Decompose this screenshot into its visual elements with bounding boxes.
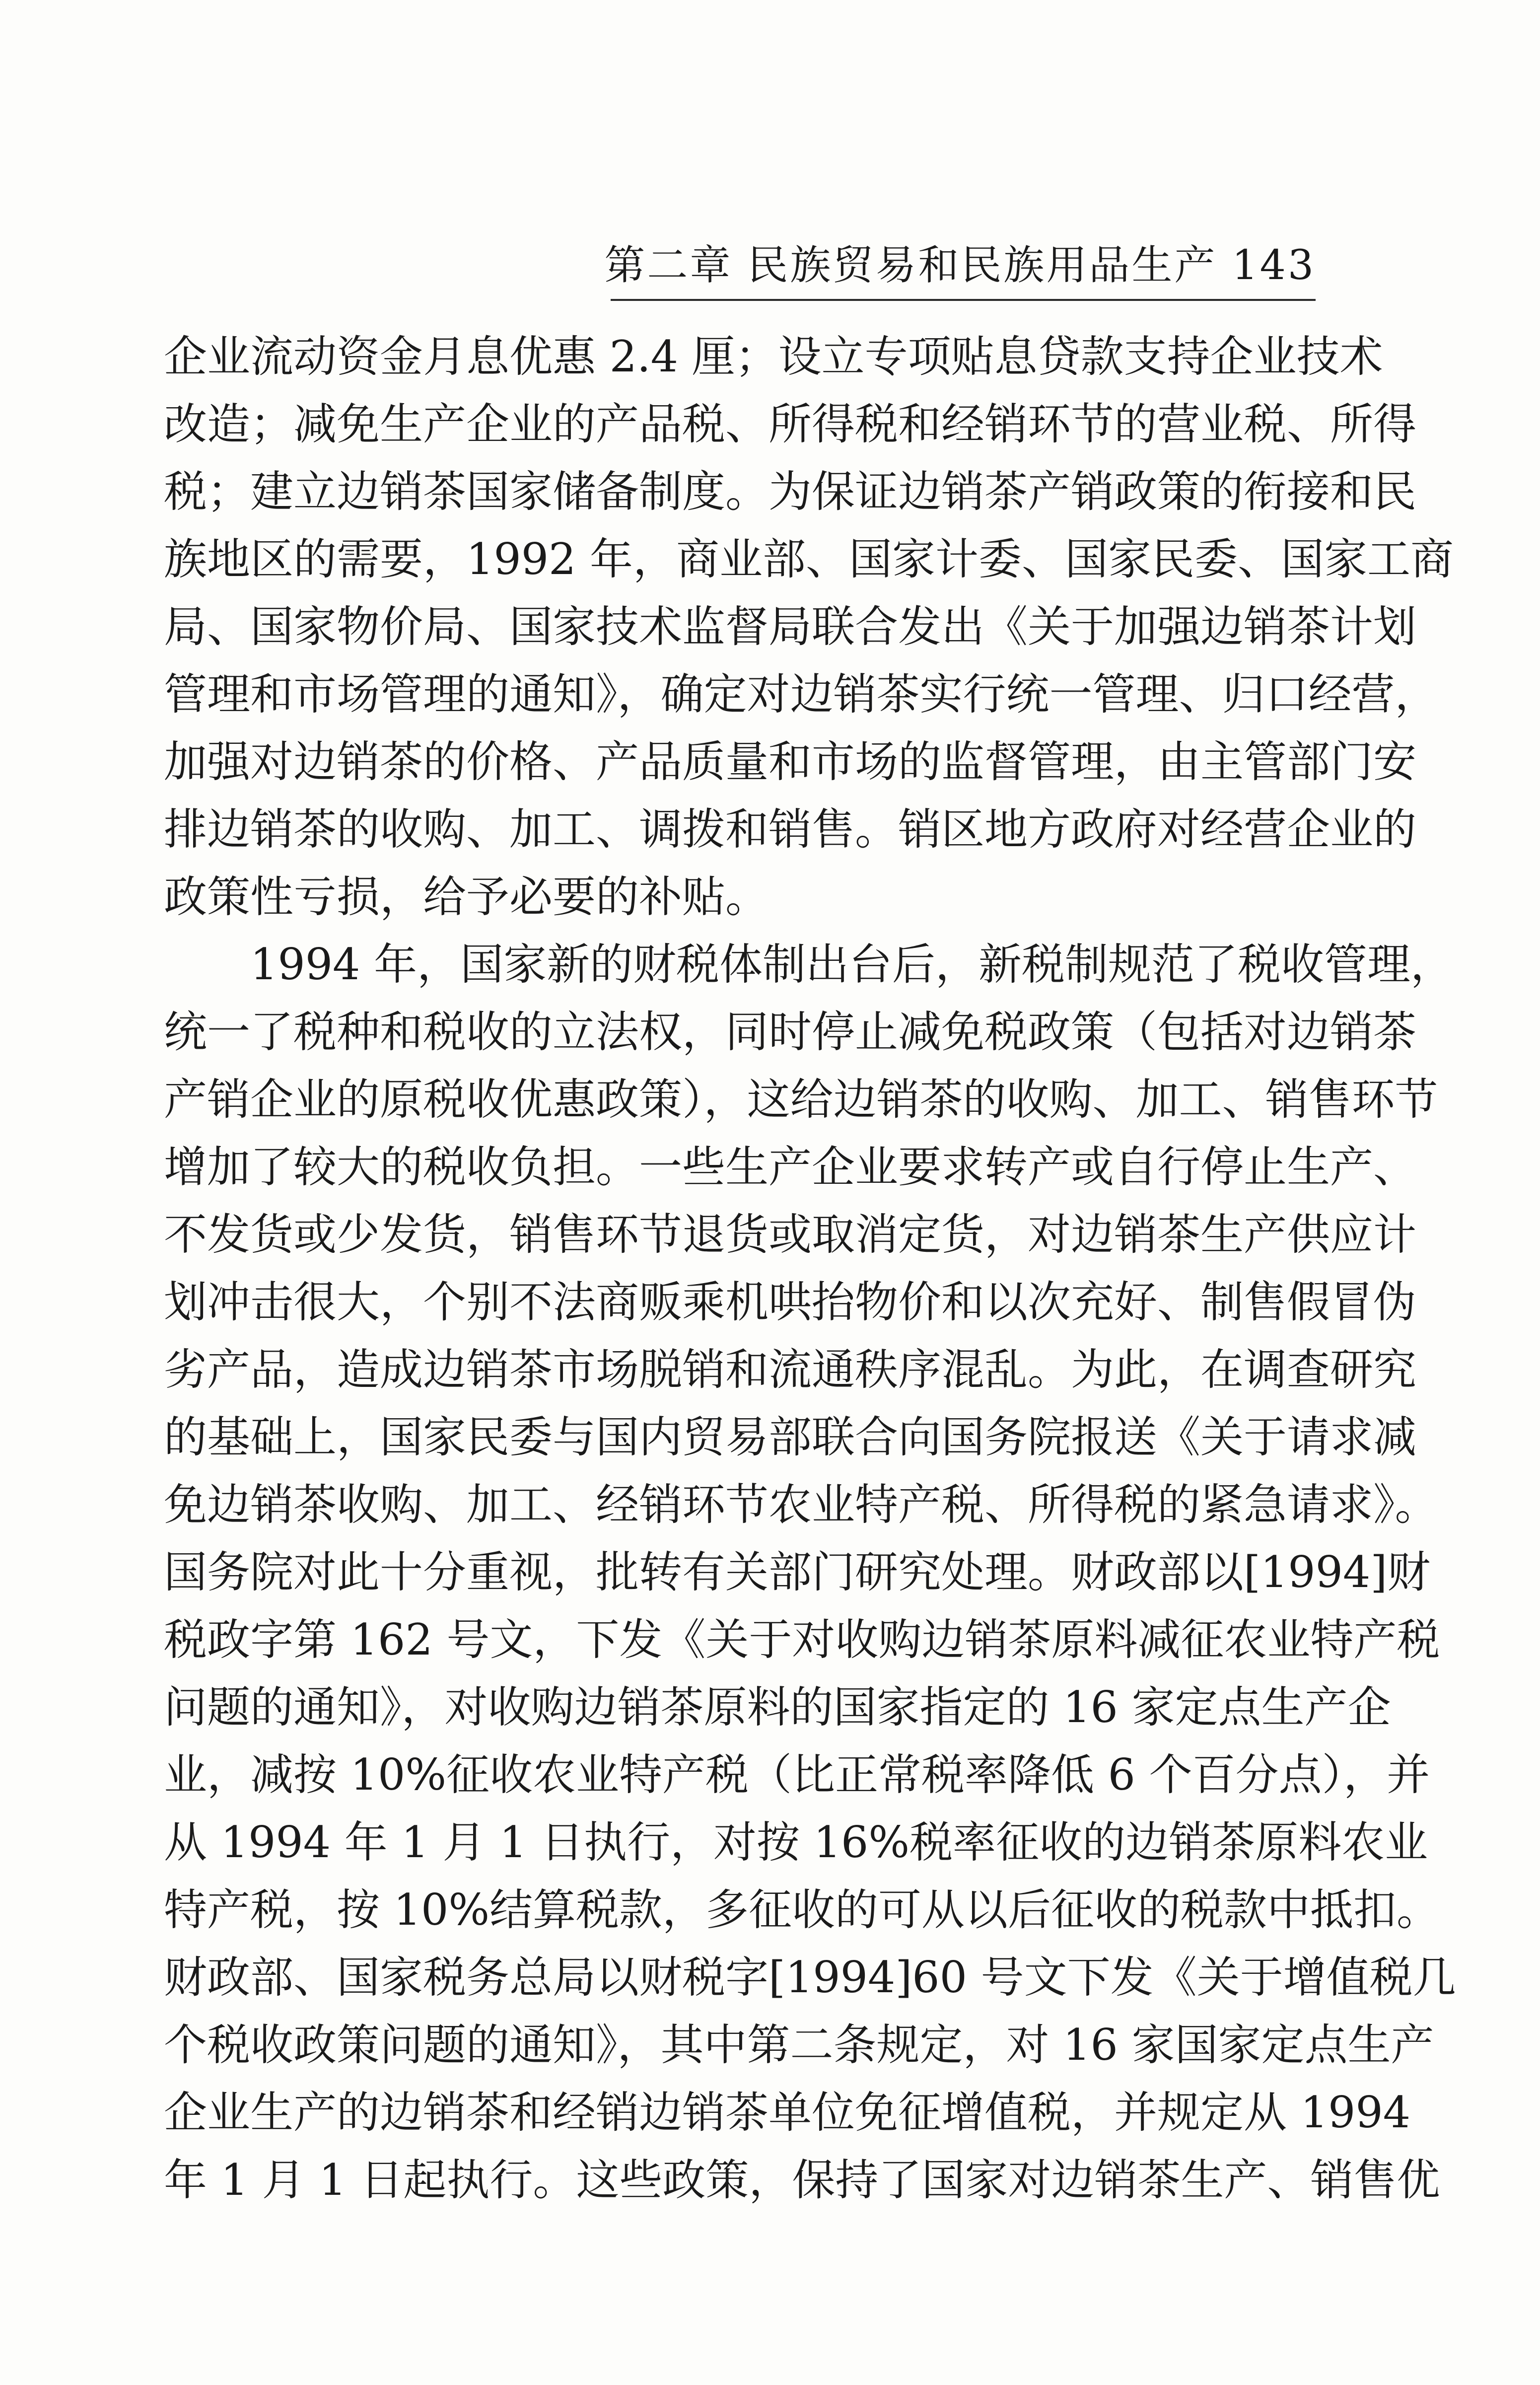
text-line: 划冲击很大，个别不法商贩乘机哄抬物价和以次充好、制售假冒伪 bbox=[164, 1277, 1416, 1327]
text-line: 产销企业的原税收优惠政策），这给边销茶的收购、加工、销售环节 bbox=[164, 1074, 1438, 1125]
text-line: 免边销茶收购、加工、经销环节农业特产税、所得税的紧急请求》。 bbox=[164, 1479, 1438, 1530]
text-line: 个税收政策问题的通知》，其中第二条规定，对 16 家国家定点生产 bbox=[164, 2020, 1434, 2070]
paragraph-2 bbox=[164, 931, 1456, 2214]
text-line: 年 1 月 1 日起执行。这些政策，保持了国家对边销茶生产、销售优 bbox=[164, 2155, 1440, 2205]
text-line: 国务院对此十分重视，批转有关部门研究处理。财政部以[1994]财 bbox=[164, 1547, 1431, 1597]
text-line: 族地区的需要，1992 年，商业部、国家计委、国家民委、国家工商 bbox=[164, 534, 1454, 584]
text-line: 统一了税种和税收的立法权，同时停止减免税政策（包括对边销茶 bbox=[164, 1007, 1416, 1057]
text-line: 的基础上，国家民委与国内贸易部联合向国务院报送《关于请求减 bbox=[164, 1412, 1416, 1462]
text-line: 企业流动资金月息优惠 2.4 厘；设立专项贴息贷款支持企业技术 bbox=[164, 331, 1383, 382]
text-line: 特产税，按 10%结算税款，多征收的可从以后征收的税款中抵扣。 bbox=[164, 1884, 1440, 1935]
text-line: 管理和市场管理的通知》，确定对边销茶实行统一管理、归口经营， bbox=[164, 669, 1438, 720]
text-line: 改造；减免生产企业的产品税、所得税和经销环节的营业税、所得 bbox=[164, 399, 1416, 449]
text-line: 劣产品，造成边销茶市场脱销和流通秩序混乱。为此，在调查研究 bbox=[164, 1344, 1416, 1395]
text-line: 问题的通知》，对收购边销茶原料的国家指定的 16 家定点生产企 bbox=[164, 1682, 1391, 1733]
text-line: 增加了较大的税收负担。一些生产企业要求转产或自行停止生产、 bbox=[164, 1142, 1416, 1192]
text-line: 税；建立边销茶国家储备制度。为保证边销茶产销政策的衔接和民 bbox=[164, 466, 1416, 517]
text-line: 财政部、国家税务总局以财税字[1994]60 号文下发《关于增值税几 bbox=[164, 1952, 1456, 2003]
running-header-title: 第二章 民族贸易和民族用品生产 143 bbox=[604, 242, 1316, 289]
header-rule bbox=[611, 299, 1316, 301]
text-line: 从 1994 年 1 月 1 日执行，对按 16%税率征收的边销茶原料农业 bbox=[164, 1817, 1428, 1868]
text-line: 排边销茶的收购、加工、调拨和销售。销区地方政府对经营企业的 bbox=[164, 804, 1416, 855]
text-line: 局、国家物价局、国家技术监督局联合发出《关于加强边销茶计划 bbox=[164, 601, 1416, 652]
body-text bbox=[164, 323, 1456, 2214]
paragraph-1 bbox=[164, 323, 1454, 931]
text-line: 税政字第 162 号文，下发《关于对收购边销茶原料减征农业特产税 bbox=[164, 1614, 1440, 1665]
text-line: 政策性亏损，给予必要的补贴。 bbox=[164, 871, 769, 922]
running-header bbox=[604, 238, 1316, 303]
text-line: 企业生产的边销茶和经销边销茶单位免征增值税，并规定从 1994 bbox=[164, 2087, 1411, 2138]
text-line: 业，减按 10%征收农业特产税（比正常税率降低 6 个百分点），并 bbox=[164, 1749, 1430, 1800]
text-line: 加强对边销茶的价格、产品质量和市场的监督管理，由主管部门安 bbox=[164, 736, 1416, 787]
text-line: 不发货或少发货，销售环节退货或取消定货，对边销茶生产供应计 bbox=[164, 1209, 1416, 1260]
text-line: 1994 年，国家新的财税体制出台后，新税制规范了税收管理， bbox=[250, 939, 1454, 990]
